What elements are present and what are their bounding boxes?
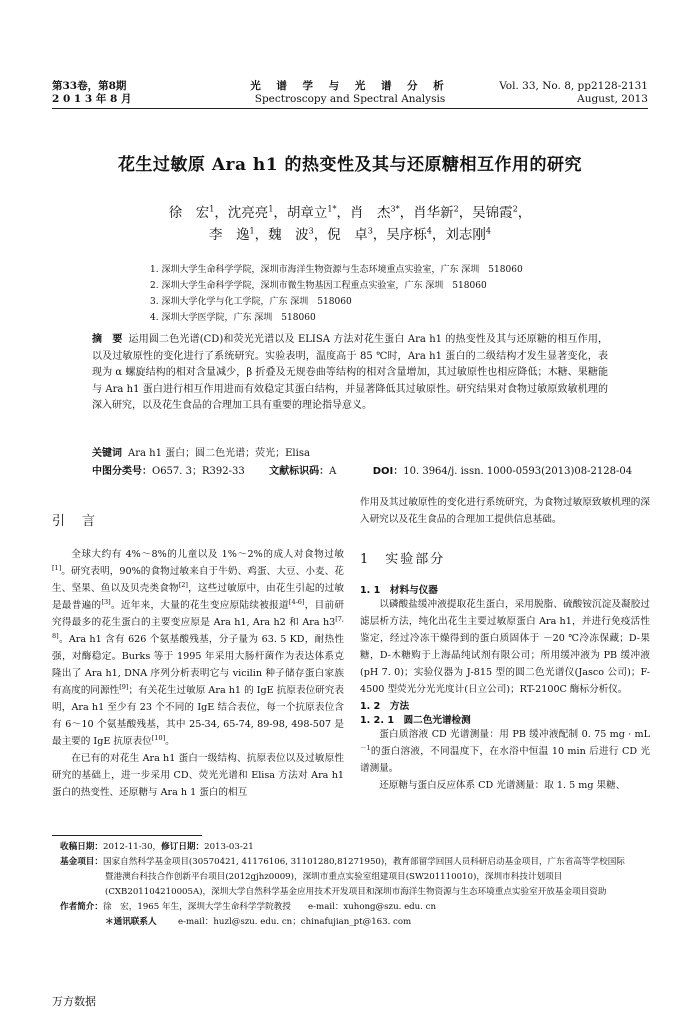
doc-code-value: A [329,466,337,477]
author-affiliation-mark: 1 [209,204,215,214]
text-run: ，目前研究得最多的花生蛋白的主要变应原是 Ara h1, Ara h2 和 Ara h3 [52,600,345,628]
author-affiliation-mark: 1* [327,204,337,214]
author-name: ，沈亮亮 [214,205,269,221]
abstract-text: 运用圆二色光谱(CD)和荧光光谱以及 ELISA 方法对花生蛋白 Ara h1 的热变性及其与还原糖的相互作用，以及过敏原性的变化进行了系统研究。实验表明，温度高于 85 ℃时，Ara h1 蛋白的二级结构才发生显著变化，表现为 α 螺旋结构的相对含量减少，β 折叠及无规卷曲等结构的相对含量增加，其过敏原性也相应降低；木糖、果糖能与 Ara h1 蛋白进行相互作用进而有效稳定其蛋白结构，并显著降低其过敏原性。研究结果对食物过敏原致敏机理的深入研究，以及花生食品的合理加工具有重要的理论指导意义。 [92,334,608,411]
text-run: 。研究表明，90%的食物过敏来自于牛奶、鸡蛋、大豆、小麦、花生、坚果、鱼以及贝壳类食物 [52,566,344,594]
footnote-divider [52,835,202,836]
text-run: 。Ara h1 含有 626 个氨基酸残基，分子量为 63. 5 KD，耐热性强，对酶稳定。Burks 等于 1995 年采用大肠杆菌作为表达体系克隆出了 Ara h1, DNA 序列分析表明它与 vicilin 种子储存蛋白家族有高度的同源性 [52,634,344,696]
clc-label: 中图分类号： [92,466,152,477]
section-heading-intro: 引 言 [52,514,98,529]
cd-paragraph-2: 还原糖与蛋白反应体系 CD 光谱测量：取 1. 5 mg 果糖、 [379,780,626,791]
author-name: ，倪 卓 [313,227,368,243]
doi-label: DOI： [372,466,404,477]
keywords-label: 关键词 [92,448,122,459]
funding-text-3: (CXB201104210005A)，深圳大学自然科学基金应用技术开发项目和深圳市海洋生物资源与生态环境重点实验室开放基金项目资助 [105,887,607,897]
received-label: 收稿日期： [60,842,103,852]
journal-name [240,80,460,106]
subsection-methods: 1. 2 方法 [360,701,410,712]
citation: [4-6] [288,597,305,606]
author-name: ，刘志刚 [431,227,486,243]
footnotes [60,840,648,930]
text-run: 。近年来，大量的花生变应原陆续被报道 [110,600,289,611]
abstract [92,332,608,415]
text-run: 的蛋白溶液，不同温度下，在水浴中恒温 10 min 后进行 CD 光谱测量。 [360,746,650,774]
intro-paragraph-2: 在已有的对花生 Ara h1 蛋白一级结构、抗原表位以及过敏原性研究的基础上，进一步采用 CD、荧光光谱和 Elisa 方法对 Ara h1 蛋白的热变性、还原糖与 Ara h 1 蛋白的相互 [52,753,344,798]
paper-title: 花生过敏原 Ara h1 的热变性及其与还原糖相互作用的研究 [117,155,583,175]
wanfang-watermark: 万方数据 [52,995,96,1008]
citation: [9] [119,682,129,691]
doc-code-label: 文献标识码： [269,466,330,477]
author-affiliation-mark: 2 [512,204,518,214]
authors-line-1 [52,202,648,224]
author-name: ，魏 波 [254,227,309,243]
affiliation-3: 3. 深圳大学化学与化工学院，广东 深圳 518060 [150,297,352,307]
author-name: ，肖 杰 [336,205,391,221]
author-affiliation-mark: 1 [268,204,274,214]
section-heading-experiment: 1 实验部分 [360,552,446,567]
citation: [2] [178,580,188,589]
citation: [3] [101,597,111,606]
author-name: 徐 宏 [168,205,210,221]
author-name: 李 逸 [209,227,250,243]
citation: [7, 8] [52,614,344,640]
author-affiliation-mark: 4 [426,226,432,236]
volume-issue-cn: 第33卷，第8期 [52,80,127,92]
author-affiliation-mark: 3 [308,226,314,236]
keywords-text: Ara h1 蛋白；圆二色光谱；荧光；Elisa [128,448,310,459]
author-affiliation-mark: 4 [485,226,491,236]
funding-line [60,855,648,870]
text-run: ，这些过敏原中，由花生引起的过敏是最普遍的 [52,583,345,611]
corresponding-line [60,915,648,930]
author-separator: ， [517,205,532,221]
journal-name-cn: 光 谱 学 与 光 谱 分 析 [250,80,450,92]
right-column-continuation [360,494,650,528]
author-affiliation-mark: 3* [390,204,400,214]
intro-body [52,546,344,801]
author-bio-label: 作者简介： [60,902,103,912]
received-date: 2012-11-30， [102,842,162,852]
header-divider [52,108,648,109]
date-cn: 2 0 1 3 年 8 月 [52,93,132,105]
corresponding-email: e-mail：huzl@szu. edu. cn；chinafujian_pt@163. com [178,917,412,927]
author-bio-line [60,900,648,915]
author-affiliation-mark: 3 [367,226,373,236]
funding-text-2: 暨港澳台科技合作创新平台项目(2012gjhz0009)，深圳市重点实验室组建项目(SW201110010)，深圳市科技计划项目 [105,872,563,882]
doi-value: 10. 3964/j. issn. 1000-0593(2013)08-2128-04 [403,466,633,477]
author-bio-text: 徐 宏，1965 年生，深圳大学生命科学学院教授 e-mail：xuhong@szu. edu. cn [102,902,436,912]
abstract-label: 摘 要 [92,334,123,345]
journal-issue-cn [52,80,131,106]
text-run: 。 [165,736,175,747]
text-run: 全球大约有 4%～8%的儿童以及 1%～2%的成人对食物过敏 [71,549,344,560]
intro-paragraph-1 [52,546,344,750]
affiliation-4: 4. 深圳大学医学院，广东 深圳 518060 [150,313,316,323]
classification-line [92,464,632,480]
clc-value: O657. 3；R392-33 [152,466,245,477]
author-name: ，肖华新 [399,205,454,221]
date-en: August, 2013 [577,93,648,105]
author-name: ，胡章立 [273,205,328,221]
corresponding-label: ＊通讯联系人 [105,917,157,927]
affiliation-1: 1. 深圳大学生命科学学院，深圳市海洋生物资源与生态环境重点实验室，广东 深圳 518060 [150,265,523,275]
author-name: ，吴锦霞 [458,205,513,221]
author-name: ，吴序栎 [372,227,427,243]
experiment-body [360,582,650,794]
author-affiliation-mark: 1 [249,226,255,236]
subsection-materials: 1. 1 材料与仪器 [360,585,438,596]
journal-name-en: Spectroscopy and Spectral Analysis [254,93,446,105]
text-run: ；有关花生过敏原 Ara h1 的 IgE 抗原表位研究表明，Ara h1 至少有 23 个不同的 IgE 结合表位，每一个抗原表位含有 6～10 个氨基酸残基，其中 25-34, 65-74, 89-98, 498-507 是最主要的 IgE 抗原表位 [52,685,344,747]
citation: [1] [52,563,62,572]
revised-date: 2013-03-21 [204,842,254,852]
revised-label: 修订日期： [161,842,205,852]
author-affiliation-mark: 2 [453,204,459,214]
subsection-cd: 1. 2. 1 圆二色光谱检测 [360,715,471,726]
keywords [92,446,310,462]
dates-line [60,840,648,855]
citation: [10] [151,733,166,742]
text-run: 蛋白质溶液 CD 光谱测量：用 PB 缓冲液配制 0. 75 mg · mL [379,729,650,740]
cd-paragraph [360,726,650,777]
funding-label: 基金项目： [60,857,103,867]
authors-line-2 [52,224,648,246]
affiliation-2: 2. 深圳大学生命科学学院，深圳市微生物基因工程重点实验室，广东 深圳 518060 [150,281,487,291]
volume-pages-en: Vol. 33, No. 8, pp2128-2131 [499,80,648,92]
journal-issue-en [499,80,648,106]
continuation-paragraph: 作用及其过敏原性的变化进行系统研究，为食物过敏原致敏机理的深入研究以及花生食品的合理加工提供信息基础。 [360,497,650,525]
funding-text-1: 国家自然科学基金项目(30570421, 41176106, 31101280,81271950)，教育部留学回国人员科研启动基金项目，广东省高等学校国际 [102,857,625,867]
unit-superscript: －1 [360,743,371,752]
materials-paragraph: 以磷酸盐缓冲液提取花生蛋白，采用脱脂、硫酸铵沉淀及凝胶过滤层析方法，纯化出花生主要过敏原蛋白 Ara h1，并进行免疫活性鉴定，经过冷冻干燥得到的蛋白质固体于 －20 ℃冷冻保藏；D-果糖，D-木糖购于上海晶纯试剂有限公司；所用缓冲液为 PB 缓冲液(pH 7. 0)；实验仪器为 J-815 型的圆二色光谱仪(Jasco 公司)；F-4500 型荧光分光光度计(日立公司)；RT-2100C 酶标分析仪。 [360,599,650,695]
